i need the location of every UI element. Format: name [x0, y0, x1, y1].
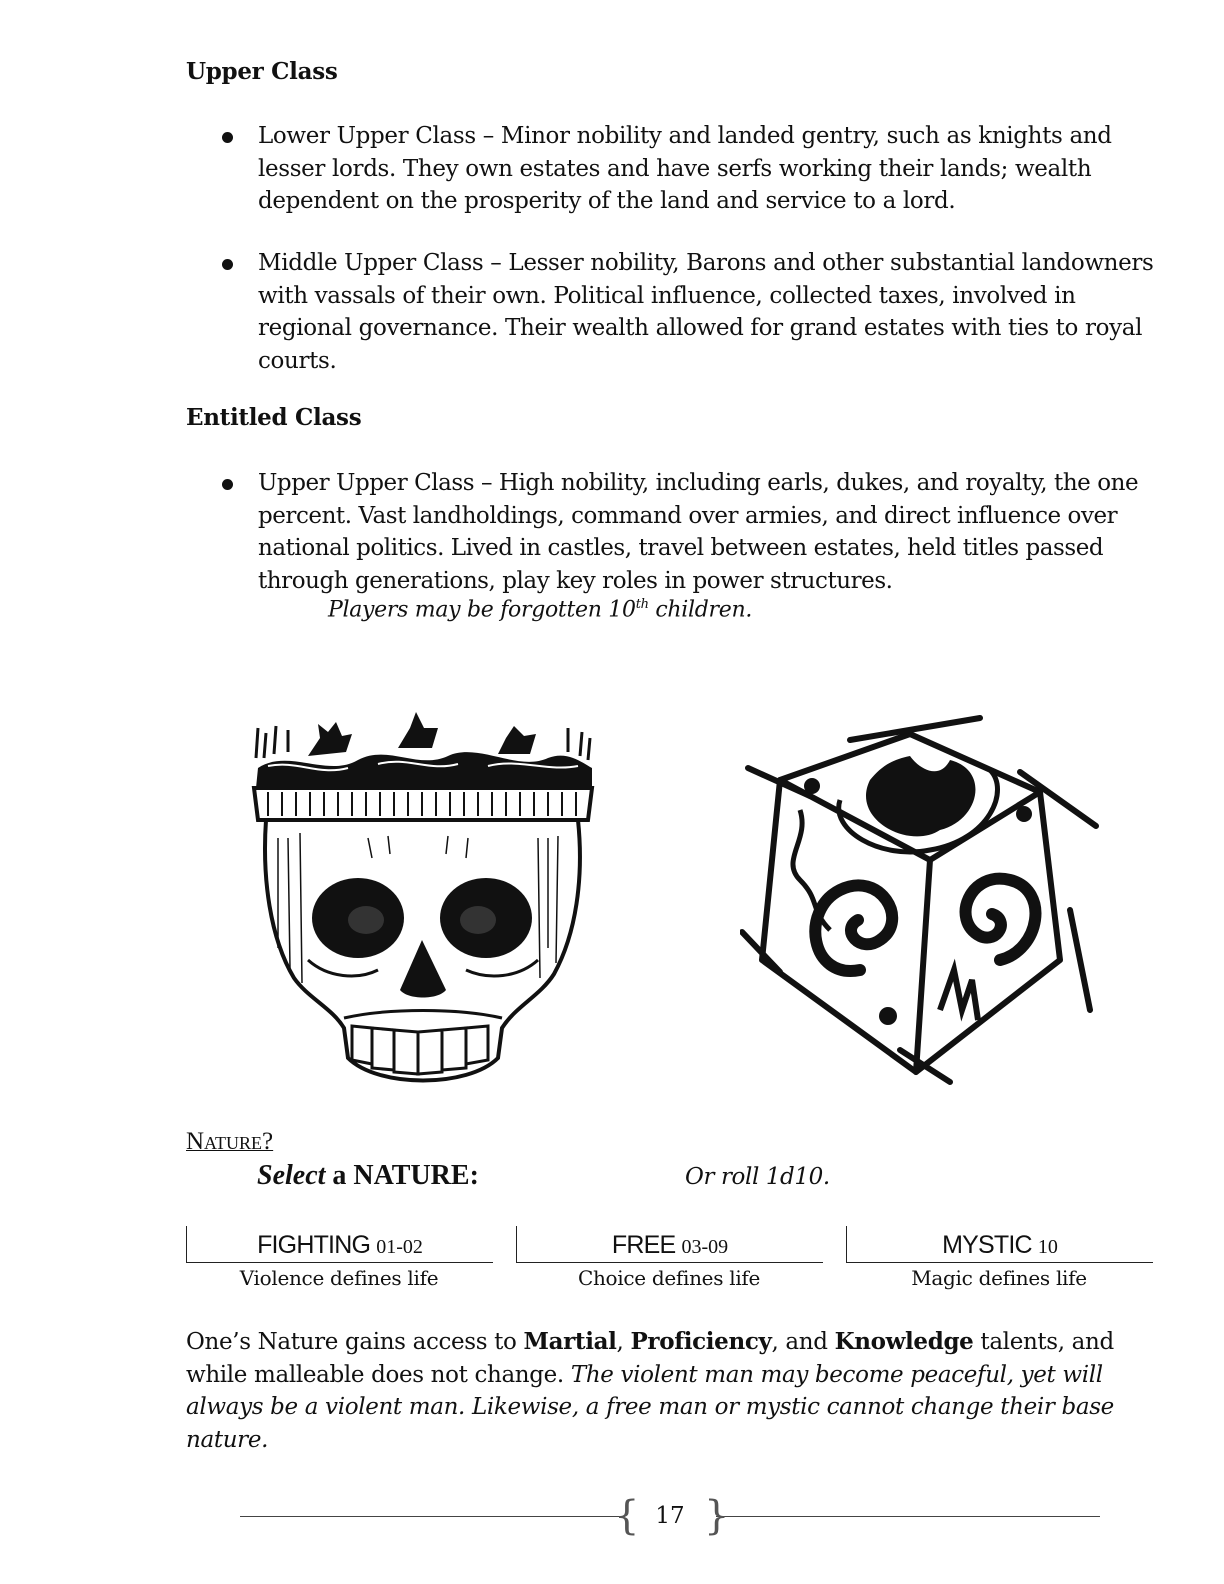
nature-heading: Nature?: [186, 1128, 274, 1155]
nature-option-desc: Magic defines life: [911, 1266, 1087, 1290]
list-item-text: Upper Upper Class – High nobility, including earls, dukes, and royalty, the one percent. Vast landholdings, command over armies, and direct influence over national politics. Lived in castles, travel between estates, held titles passed through generations, play key roles in power structures.: [258, 470, 1139, 594]
bullet-icon: [222, 259, 233, 270]
ornate-die-icon: [740, 710, 1102, 1090]
nature-option-range: 01-02: [376, 1236, 423, 1258]
right-bracket-icon: }: [704, 1493, 730, 1539]
nature-option-free: [516, 1226, 823, 1263]
bullet-icon: [222, 132, 233, 143]
nature-option-name: FIGHTING: [257, 1231, 371, 1259]
footer-rule-left: [240, 1516, 625, 1517]
nature-option-range: 03-09: [681, 1236, 729, 1258]
roll-instruction: Or roll 1d10.: [685, 1164, 830, 1190]
section-heading-upper-class: Upper Class: [186, 58, 338, 85]
nature-option-name: MYSTIC: [942, 1231, 1032, 1259]
list-item: [222, 247, 1158, 377]
list-item-text: Lower Upper Class – Minor nobility and landed gentry, such as knights and lesser lords. They own estates and have serfs working their lands; wealth dependent on the prosperity of the land and service to a lord.: [258, 123, 1112, 214]
nature-option-desc: Violence defines life: [239, 1266, 439, 1290]
crowned-skull-icon: [248, 708, 596, 1092]
section-heading-entitled-class: Entitled Class: [186, 404, 362, 431]
players-note: Players may be forgotten 10th children.: [328, 597, 753, 623]
left-bracket-icon: {: [614, 1493, 640, 1539]
nature-option-desc: Choice defines life: [577, 1266, 761, 1290]
nature-option-mystic: [846, 1226, 1153, 1263]
select-nature-instruction: Select a NATURE:: [257, 1160, 479, 1191]
nature-option-name: FREE: [611, 1231, 676, 1259]
page-number: 17: [655, 1503, 685, 1529]
footer-rule-right: [716, 1516, 1100, 1517]
nature-paragraph: One’s Nature gains access to Martial, Proficiency, and Knowledge talents, and while malleable does not change. The violent man may become peaceful, yet will always be a violent man. Likewise, a free man or mystic cannot change their base nature.: [186, 1328, 1114, 1453]
bullet-icon: [222, 479, 233, 490]
list-item: [222, 467, 1158, 597]
nature-option-range: 10: [1037, 1236, 1058, 1258]
list-item: [222, 120, 1158, 218]
nature-option-fighting: [186, 1226, 493, 1263]
list-item-text: Middle Upper Class – Lesser nobility, Barons and other substantial landowners with vassals of their own. Political influence, collected taxes, involved in regional governance. Their wealth allowed for grand estates with ties to royal courts.: [258, 250, 1154, 374]
